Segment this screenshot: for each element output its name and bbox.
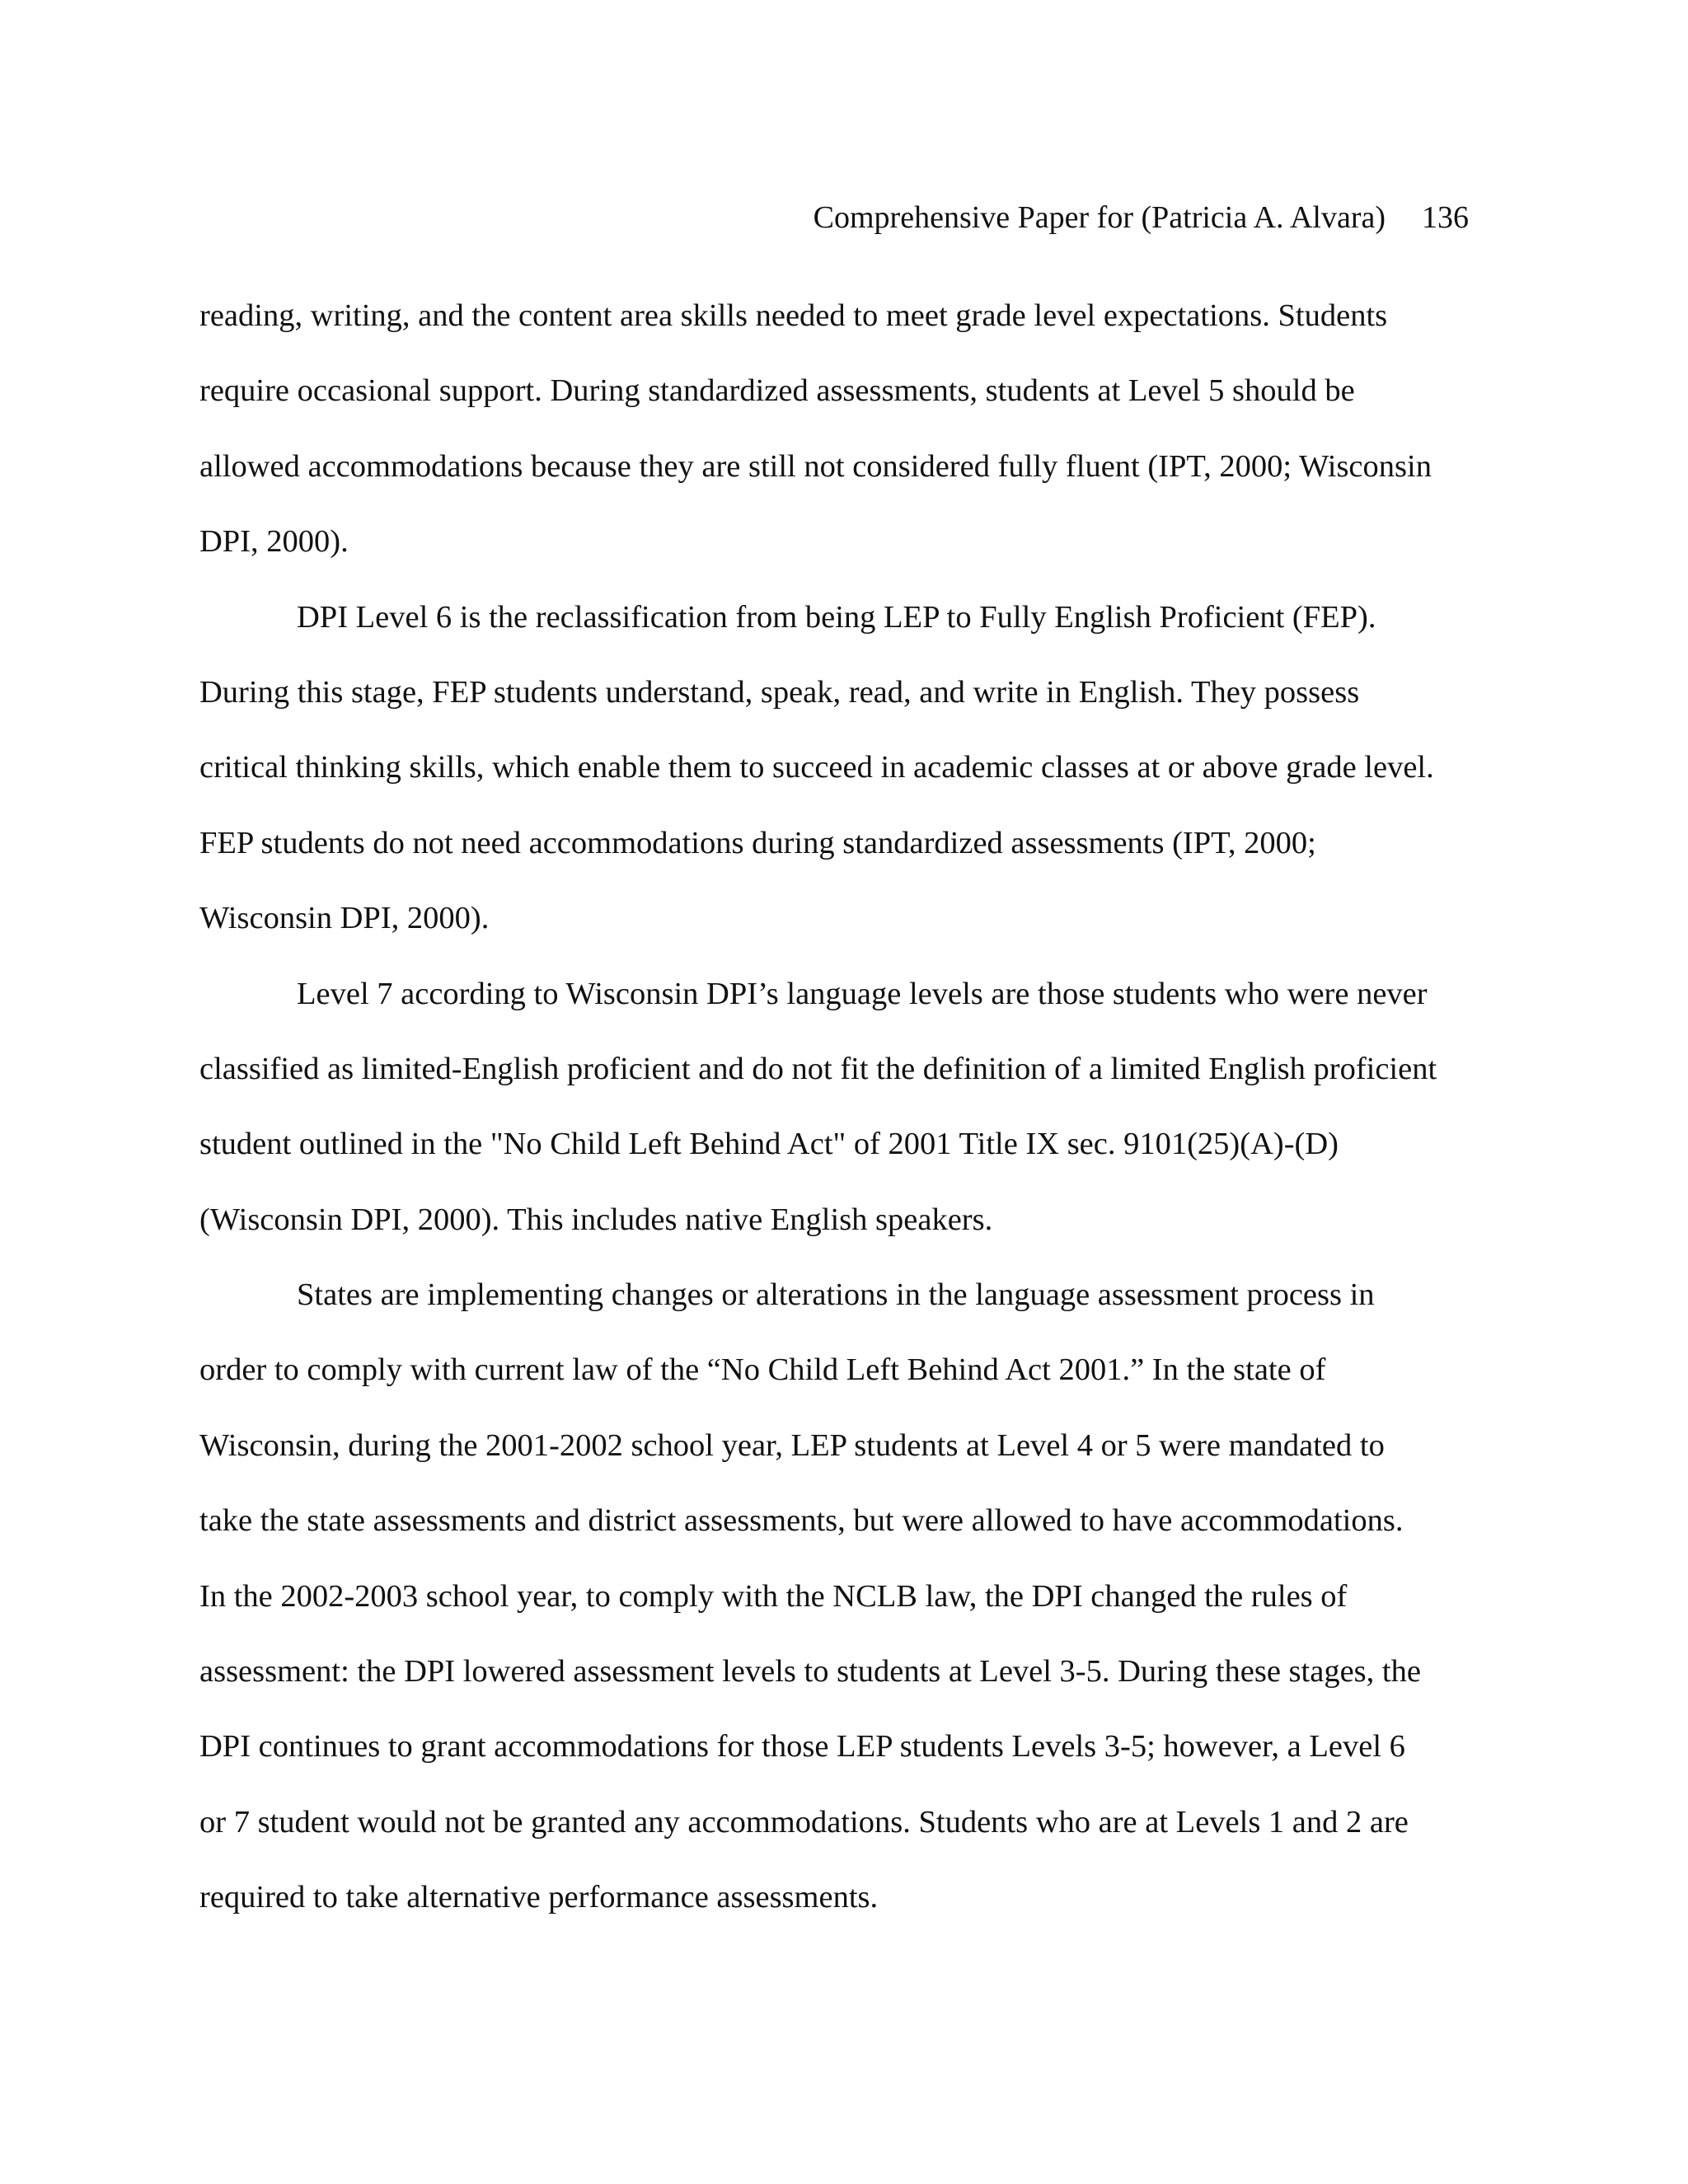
text-line: States are implementing changes or alterations in the language assessment process in: [297, 1277, 1375, 1313]
text-line: order to comply with current law of the “No Child Left Behind Act 2001.” In the state of: [199, 1352, 1326, 1388]
running-title: Comprehensive Paper for (Patricia A. Alvara): [813, 200, 1386, 235]
text-line: Wisconsin DPI, 2000).: [199, 901, 490, 936]
text-line: In the 2002-2003 school year, to comply with the NCLB law, the DPI changed the rules of: [199, 1578, 1348, 1614]
text-line: assessment: the DPI lowered assessment levels to students at Level 3-5. During these stages, the: [199, 1654, 1421, 1690]
text-line: reading, writing, and the content area skills needed to meet grade level expectations. Students: [199, 298, 1388, 333]
text-line: DPI, 2000).: [199, 524, 349, 560]
text-line: During this stage, FEP students understand, speak, read, and write in English. They possess: [199, 674, 1360, 710]
text-line: take the state assessments and district assessments, but were allowed to have accommodations.: [199, 1503, 1404, 1539]
text-line: critical thinking skills, which enable them to succeed in academic classes at or above grade level.: [199, 750, 1434, 785]
text-line: Level 7 according to Wisconsin DPI’s language levels are those students who were never: [297, 976, 1428, 1011]
text-line: FEP students do not need accommodations during standardized assessments (IPT, 2000;: [199, 825, 1316, 860]
text-line: DPI continues to grant accommodations for those LEP students Levels 3-5; however, a Level 6: [199, 1729, 1405, 1765]
text-line: Wisconsin, during the 2001-2002 school year, LEP students at Level 4 or 5 were mandated to: [199, 1427, 1385, 1463]
text-line: student outlined in the "No Child Left Behind Act" of 2001 Title IX sec. 9101(25)(A)-(D): [199, 1127, 1339, 1162]
page-number: 136: [1422, 200, 1469, 235]
text-line: DPI Level 6 is the reclassification from being LEP to Fully English Proficient (FEP).: [297, 599, 1376, 635]
text-line: classified as limited-English proficient and do not fit the definition of a limited English proficient: [199, 1051, 1437, 1086]
text-line: allowed accommodations because they are still not considered fully fluent (IPT, 2000; Wisconsin: [199, 448, 1432, 484]
body-text: [199, 293, 1489, 1950]
text-line: require occasional support. During standardized assessments, students at Level 5 should be: [199, 373, 1355, 409]
text-line: required to take alternative performance assessments.: [199, 1880, 879, 1915]
running-head: [814, 194, 1469, 241]
text-line: (Wisconsin DPI, 2000). This includes native English speakers.: [199, 1202, 993, 1237]
text-line: or 7 student would not be granted any accommodations. Students who are at Levels 1 and 2 are: [199, 1804, 1409, 1840]
